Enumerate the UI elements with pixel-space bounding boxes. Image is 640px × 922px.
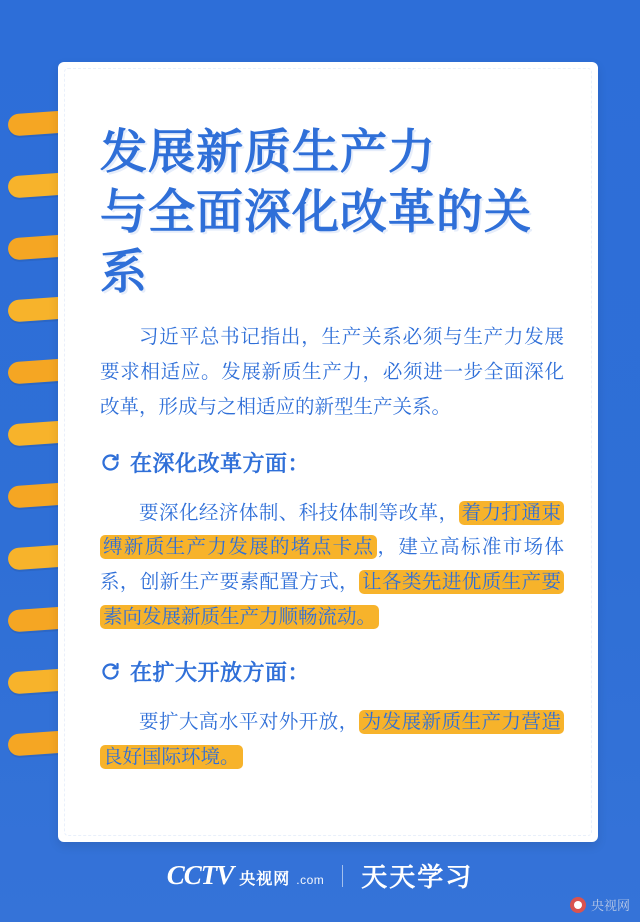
cctv-chinese-name: 央视网 bbox=[239, 871, 291, 888]
cctv-logo bbox=[167, 860, 325, 891]
card-content bbox=[100, 122, 564, 816]
highlight-run: 为发展新质生产力营造良好国际环境。 bbox=[100, 710, 564, 769]
text-run: 要深化经济体制、科技体制等改革， bbox=[139, 501, 459, 524]
intro-paragraph: 习近平总书记指出，生产关系必须与生产力发展要求相适应。发展新质生产力，必须进一步全面深化改革，形成与之相适应的新型生产关系。 bbox=[100, 326, 564, 418]
section-2-paragraph bbox=[100, 705, 564, 774]
highlight-run: 着力打通束缚新质生产力发展的堵点卡点 bbox=[100, 501, 564, 560]
section-2-label: 在扩大开放方面： bbox=[130, 660, 311, 686]
poster-top-edge bbox=[0, 0, 640, 34]
highlight-run: 让各类先进优质生产要素向发展新质生产力顺畅流动。 bbox=[100, 570, 564, 629]
refresh-circle-icon bbox=[100, 452, 121, 473]
note-card bbox=[58, 62, 598, 842]
title-line-1: 发展新质生产力 bbox=[100, 125, 436, 178]
section-1-paragraph bbox=[100, 496, 564, 635]
watermark bbox=[570, 895, 630, 914]
footer-divider bbox=[342, 865, 343, 887]
page-title bbox=[100, 122, 564, 302]
section-heading-2 bbox=[100, 656, 564, 687]
cctv-wordmark: CCTV bbox=[166, 860, 234, 890]
cctv-domain-suffix: .com bbox=[296, 873, 325, 887]
weibo-icon bbox=[570, 897, 586, 913]
text-run: 要扩大高水平对外开放， bbox=[139, 711, 359, 734]
refresh-circle-icon bbox=[100, 661, 121, 682]
watermark-label: 央视网 bbox=[590, 898, 630, 913]
footer-branding bbox=[0, 857, 640, 894]
section-heading-1 bbox=[100, 447, 564, 478]
title-line-2: 与全面深化改革的关系 bbox=[100, 185, 532, 299]
text-run: ，建立高标准市场体系，创新生产要素配置方式， bbox=[100, 536, 564, 593]
program-brand-name: 天天学习 bbox=[361, 862, 474, 892]
section-1-label: 在深化改革方面： bbox=[130, 450, 311, 476]
